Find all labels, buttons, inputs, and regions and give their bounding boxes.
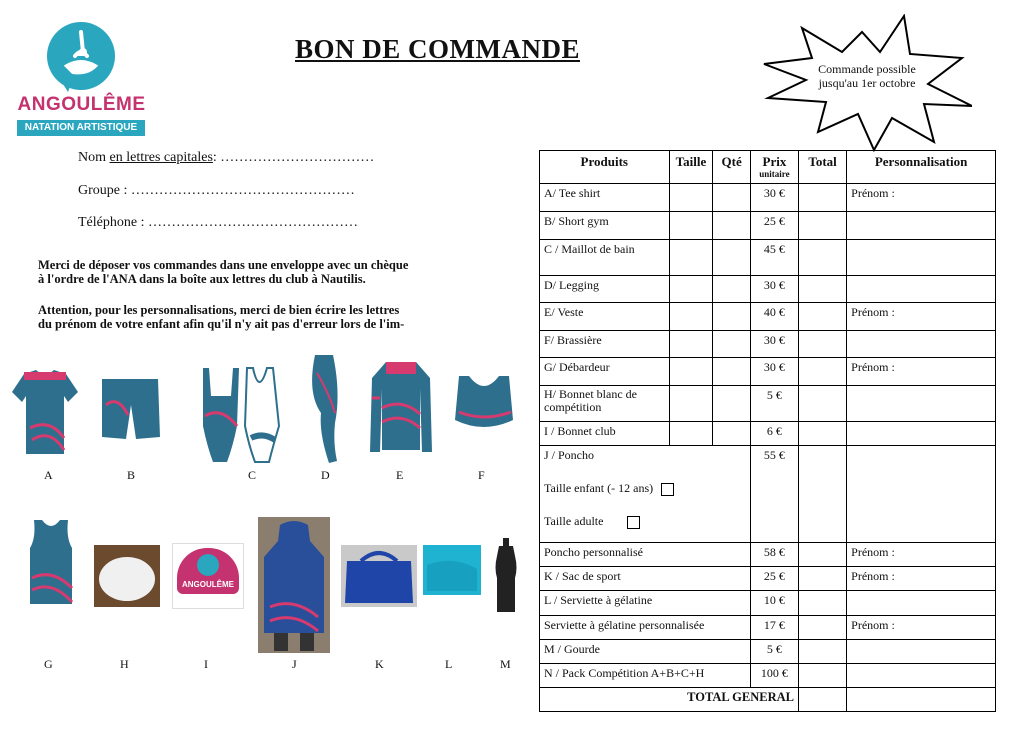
product-label-h: H — [120, 657, 129, 671]
header-qte: Qté — [713, 151, 750, 184]
row-produit: E/ Veste — [540, 303, 670, 331]
table-row — [540, 616, 996, 640]
total-cell[interactable] — [799, 640, 847, 664]
header-personnalisation: Personnalisation — [847, 151, 996, 184]
header-prix — [750, 151, 798, 184]
product-e-veste-image — [368, 358, 434, 456]
row-produit: B/ Short gym — [540, 212, 670, 240]
table-row — [540, 212, 996, 240]
table-header-row — [540, 151, 996, 184]
row-prix: 30 € — [750, 184, 798, 212]
row-prix: 10 € — [750, 591, 798, 616]
total-cell[interactable] — [799, 386, 847, 422]
table-row — [540, 184, 996, 212]
table-row — [540, 664, 996, 688]
product-label-a: A — [44, 468, 53, 482]
total-cell[interactable] — [799, 567, 847, 591]
bonnet-club-logo-text: ANGOULÊME — [182, 580, 234, 589]
deadline-line2: jusqu'au 1er octobre — [818, 76, 916, 90]
club-logo — [14, 20, 149, 138]
header-produits: Produits — [540, 151, 670, 184]
qte-cell[interactable] — [713, 184, 750, 212]
instructions-line1: Merci de déposer vos commandes dans une enveloppe avec un chèque — [38, 258, 409, 272]
groupe-field[interactable]: Groupe : ………………………………………… — [78, 183, 355, 198]
taille-cell[interactable] — [669, 276, 713, 303]
logo-bubble-tail — [58, 76, 74, 92]
row-prix: 45 € — [750, 240, 798, 276]
row-perso[interactable]: Prénom : — [847, 567, 996, 591]
total-cell[interactable] — [799, 212, 847, 240]
row-prix: 100 € — [750, 664, 798, 688]
table-row — [540, 358, 996, 386]
product-l-serviette-image — [423, 545, 481, 595]
total-cell[interactable] — [799, 664, 847, 688]
total-cell[interactable] — [799, 591, 847, 616]
logo-name: ANGOULÊME — [17, 94, 146, 115]
product-label-e: E — [396, 468, 404, 482]
product-d-legging-image — [305, 353, 345, 465]
row-perso[interactable] — [847, 386, 996, 422]
product-f-brassiere-image — [451, 372, 517, 438]
taille-adulte-checkbox[interactable] — [627, 516, 640, 529]
product-label-j: J — [292, 657, 297, 671]
attention-line2: du prénom de votre enfant afin qu'il n'y ait pas d'erreur lors de l'im- — [38, 317, 405, 331]
row-produit: Serviette à gélatine personnalisée — [540, 616, 751, 640]
row-produit: C / Maillot de bain — [540, 240, 670, 276]
deadline-text — [792, 62, 942, 90]
total-cell[interactable] — [799, 331, 847, 358]
taille-enfant-checkbox[interactable] — [661, 483, 674, 496]
total-cell[interactable] — [799, 184, 847, 212]
taille-enfant-label: Taille enfant (- 12 ans) — [544, 481, 654, 495]
product-a-tee-shirt-image — [10, 368, 80, 456]
table-row — [540, 386, 996, 422]
attention-line1: Attention, pour les personnalisations, merci de bien écrire les lettres — [38, 303, 400, 317]
row-produit: M / Gourde — [540, 640, 751, 664]
row-produit: L / Serviette à gélatine — [540, 591, 751, 616]
row-prix: 58 € — [750, 543, 798, 567]
row-perso[interactable] — [847, 591, 996, 616]
table-row — [540, 240, 996, 276]
product-label-i: I — [204, 657, 208, 671]
product-label-c: C — [248, 468, 257, 482]
taille-cell[interactable] — [669, 303, 713, 331]
poncho-cell — [540, 446, 751, 543]
row-perso[interactable]: Prénom : — [847, 303, 996, 331]
total-cell[interactable] — [799, 616, 847, 640]
row-produit: Poncho personnalisé — [540, 543, 751, 567]
row-perso[interactable]: Prénom : — [847, 184, 996, 212]
table-row — [540, 331, 996, 358]
total-general-label: TOTAL GENERAL — [540, 688, 799, 712]
row-perso[interactable]: Prénom : — [847, 358, 996, 386]
order-table — [539, 150, 996, 712]
row-perso[interactable] — [847, 212, 996, 240]
row-prix: 30 € — [750, 331, 798, 358]
nom-emphasis: en lettres capitales — [109, 150, 213, 165]
total-general-value[interactable] — [799, 688, 847, 712]
product-c-maillot-image — [197, 366, 287, 466]
product-label-d: D — [321, 468, 330, 482]
product-m-gourde-image — [494, 538, 518, 614]
row-produit: K / Sac de sport — [540, 567, 751, 591]
poncho-label: J / Poncho — [544, 448, 595, 462]
row-produit: H/ Bonnet blanc de compétition — [540, 386, 670, 422]
total-cell[interactable] — [799, 276, 847, 303]
instructions-text — [38, 258, 478, 286]
table-row — [540, 276, 996, 303]
taille-enfant-option — [544, 481, 746, 496]
product-label-b: B — [127, 468, 136, 482]
deadline-line1: Commande possible — [818, 62, 916, 76]
product-label-k: K — [375, 657, 384, 671]
row-prix: 6 € — [750, 422, 798, 446]
total-general-empty — [847, 688, 996, 712]
nom-prefix: Nom — [78, 150, 110, 165]
product-label-l: L — [445, 657, 453, 671]
product-j-poncho-image — [258, 517, 330, 653]
row-prix: 5 € — [750, 386, 798, 422]
row-perso[interactable] — [847, 240, 996, 276]
perso-cell[interactable] — [847, 446, 996, 543]
total-cell[interactable] — [799, 358, 847, 386]
logo-subtitle: NATATION ARTISTIQUE — [17, 120, 145, 136]
row-perso[interactable] — [847, 331, 996, 358]
qte-cell[interactable] — [713, 303, 750, 331]
taille-cell[interactable] — [669, 331, 713, 358]
row-prix: 30 € — [750, 358, 798, 386]
product-label-m: M — [500, 657, 511, 671]
row-perso[interactable] — [847, 664, 996, 688]
product-label-f: F — [478, 468, 485, 482]
row-perso[interactable]: Prénom : — [847, 543, 996, 567]
row-produit: D/ Legging — [540, 276, 670, 303]
total-cell[interactable] — [799, 422, 847, 446]
taille-cell[interactable] — [669, 358, 713, 386]
table-row — [540, 543, 996, 567]
row-produit: A/ Tee shirt — [540, 184, 670, 212]
page-title: BON DE COMMANDE — [295, 34, 580, 64]
row-produit: F/ Brassière — [540, 331, 670, 358]
row-prix: 25 € — [750, 567, 798, 591]
attention-text — [38, 303, 478, 331]
qte-cell[interactable] — [713, 240, 750, 276]
total-cell[interactable] — [799, 446, 847, 543]
row-prix: 5 € — [750, 640, 798, 664]
table-row — [540, 640, 996, 664]
total-cell[interactable] — [799, 303, 847, 331]
row-perso[interactable] — [847, 640, 996, 664]
qte-cell[interactable] — [713, 331, 750, 358]
row-perso[interactable] — [847, 276, 996, 303]
product-g-debardeur-image — [28, 518, 74, 606]
row-prix: 17 € — [750, 616, 798, 640]
row-prix: 40 € — [750, 303, 798, 331]
qte-cell[interactable] — [713, 358, 750, 386]
qte-cell[interactable] — [713, 276, 750, 303]
nom-field[interactable] — [78, 150, 374, 166]
header-taille: Taille — [669, 151, 713, 184]
total-general-row — [540, 688, 996, 712]
product-i-bonnet-club-image — [172, 543, 244, 609]
table-row — [540, 591, 996, 616]
qte-cell[interactable] — [713, 386, 750, 422]
row-perso[interactable]: Prénom : — [847, 616, 996, 640]
telephone-field[interactable]: Téléphone : ……………………………………… — [78, 215, 358, 230]
row-prix: 30 € — [750, 276, 798, 303]
product-k-sac-de-sport-image — [341, 545, 417, 607]
qte-cell[interactable] — [713, 212, 750, 240]
row-prix: 55 € — [750, 446, 798, 543]
taille-adulte-option — [544, 514, 746, 529]
qte-cell[interactable] — [713, 422, 750, 446]
row-produit: N / Pack Compétition A+B+C+H — [540, 664, 751, 688]
total-cell[interactable] — [799, 543, 847, 567]
taille-adulte-label: Taille adulte — [544, 514, 604, 528]
row-perso[interactable] — [847, 422, 996, 446]
row-produit: I / Bonnet club — [540, 422, 670, 446]
instructions-line2: à l'ordre de l'ANA dans la boîte aux lettres du club à Nautilis. — [38, 272, 366, 286]
product-h-bonnet-blanc-image — [94, 545, 160, 607]
taille-cell[interactable] — [669, 386, 713, 422]
header-prix-label: Prix — [762, 154, 787, 169]
taille-cell[interactable] — [669, 422, 713, 446]
product-label-g: G — [44, 657, 53, 671]
taille-cell[interactable] — [669, 184, 713, 212]
table-row — [540, 422, 996, 446]
table-row-poncho — [540, 446, 996, 543]
nom-dots: : …………………………… — [212, 150, 375, 165]
taille-cell[interactable] — [669, 240, 713, 276]
product-b-short-image — [98, 375, 163, 443]
header-total: Total — [799, 151, 847, 184]
row-prix: 25 € — [750, 212, 798, 240]
total-cell[interactable] — [799, 240, 847, 276]
table-row — [540, 567, 996, 591]
table-row — [540, 303, 996, 331]
header-prix-sub: unitaire — [759, 169, 790, 179]
row-produit: G/ Débardeur — [540, 358, 670, 386]
taille-cell[interactable] — [669, 212, 713, 240]
